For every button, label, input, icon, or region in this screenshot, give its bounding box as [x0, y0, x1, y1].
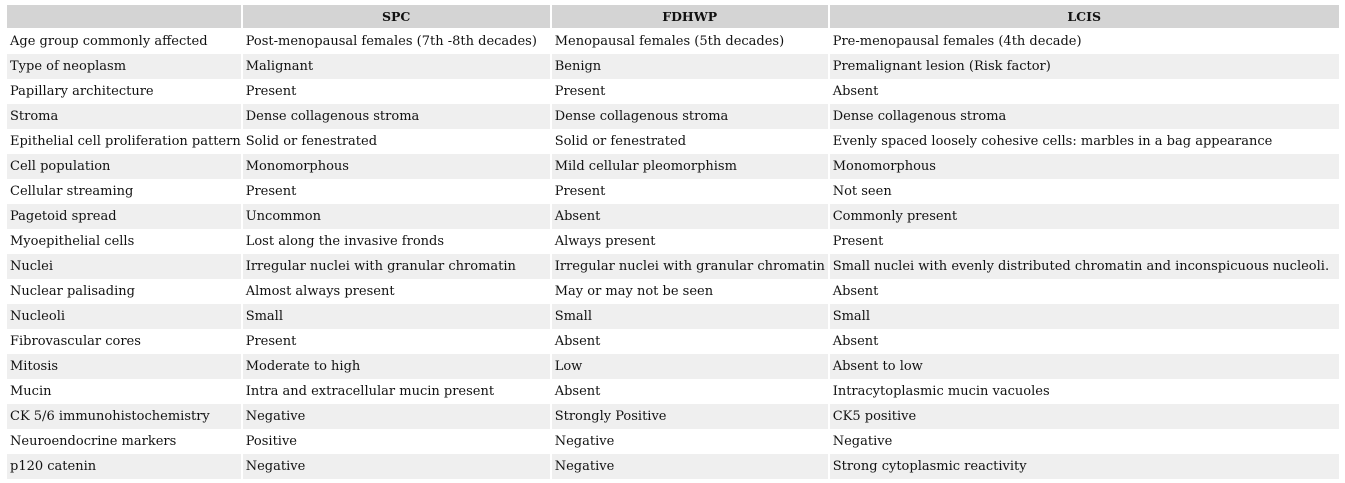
row-label: Myoepithelial cells: [7, 229, 241, 254]
spc-cell: Present: [243, 79, 550, 104]
lcis-cell: Absent: [830, 329, 1339, 354]
lcis-cell: Negative: [830, 429, 1339, 454]
table-row: [7, 179, 1339, 204]
fdhwp-cell: Low: [552, 354, 828, 379]
table-row: [7, 29, 1339, 54]
row-label: Neuroendocrine markers: [7, 429, 241, 454]
lcis-cell: Absent: [830, 279, 1339, 304]
spc-cell: Negative: [243, 454, 550, 479]
table-row: [7, 79, 1339, 104]
row-label: Fibrovascular cores: [7, 329, 241, 354]
table-row: [7, 254, 1339, 279]
row-label: Nuclei: [7, 254, 241, 279]
row-label: Cellular streaming: [7, 179, 241, 204]
table-row: [7, 154, 1339, 179]
lcis-cell: Dense collagenous stroma: [830, 104, 1339, 129]
header-row: [7, 5, 1339, 29]
lcis-cell: Evenly spaced loosely cohesive cells: marbles in a bag appearance: [830, 129, 1339, 154]
row-label: CK 5/6 immunohistochemistry: [7, 404, 241, 429]
lcis-cell: Intracytoplasmic mucin vacuoles: [830, 379, 1339, 404]
row-label: Type of neoplasm: [7, 54, 241, 79]
fdhwp-cell: Absent: [552, 379, 828, 404]
spc-cell: Negative: [243, 404, 550, 429]
lcis-cell: Small: [830, 304, 1339, 329]
row-label: Stroma: [7, 104, 241, 129]
table-row: [7, 104, 1339, 129]
fdhwp-cell: Absent: [552, 329, 828, 354]
lcis-cell: Small nuclei with evenly distributed chromatin and inconspicuous nucleoli.: [830, 254, 1339, 279]
row-label: Age group commonly affected: [7, 29, 241, 54]
fdhwp-cell: Small: [552, 304, 828, 329]
spc-cell: Moderate to high: [243, 354, 550, 379]
fdhwp-cell: Present: [552, 179, 828, 204]
spc-cell: Positive: [243, 429, 550, 454]
row-label: Mucin: [7, 379, 241, 404]
lcis-cell: CK5 positive: [830, 404, 1339, 429]
fdhwp-cell: Benign: [552, 54, 828, 79]
lcis-cell: Premalignant lesion (Risk factor): [830, 54, 1339, 79]
spc-cell: Dense collagenous stroma: [243, 104, 550, 129]
header-cell-spc: SPC: [243, 5, 550, 29]
row-label: Mitosis: [7, 354, 241, 379]
fdhwp-cell: Always present: [552, 229, 828, 254]
table-row: [7, 204, 1339, 229]
spc-cell: Almost always present: [243, 279, 550, 304]
spc-cell: Post-menopausal females (7th -8th decades): [243, 29, 550, 54]
header-cell-fdhwp: FDHWP: [552, 5, 828, 29]
row-label: Nuclear palisading: [7, 279, 241, 304]
spc-cell: Lost along the invasive fronds: [243, 229, 550, 254]
lcis-cell: Absent: [830, 79, 1339, 104]
lcis-cell: Monomorphous: [830, 154, 1339, 179]
fdhwp-cell: Strongly Positive: [552, 404, 828, 429]
table-row: [7, 454, 1339, 479]
spc-cell: Irregular nuclei with granular chromatin: [243, 254, 550, 279]
fdhwp-cell: Menopausal females (5th decades): [552, 29, 828, 54]
fdhwp-cell: May or may not be seen: [552, 279, 828, 304]
row-label: p120 catenin: [7, 454, 241, 479]
header-cell-feature: [7, 5, 241, 29]
header-cell-lcis: LCIS: [830, 5, 1339, 29]
lcis-cell: Strong cytoplasmic reactivity: [830, 454, 1339, 479]
table-row: [7, 304, 1339, 329]
spc-cell: Small: [243, 304, 550, 329]
lcis-cell: Not seen: [830, 179, 1339, 204]
table-row: [7, 279, 1339, 304]
fdhwp-cell: Present: [552, 79, 828, 104]
table-row: [7, 229, 1339, 254]
spc-cell: Uncommon: [243, 204, 550, 229]
lcis-cell: Present: [830, 229, 1339, 254]
spc-cell: Present: [243, 329, 550, 354]
table-row: [7, 54, 1339, 79]
fdhwp-cell: Mild cellular pleomorphism: [552, 154, 828, 179]
row-label: Cell population: [7, 154, 241, 179]
row-label: Epithelial cell proliferation pattern: [7, 129, 241, 154]
row-label: Nucleoli: [7, 304, 241, 329]
row-label: Papillary architecture: [7, 79, 241, 104]
table-row: [7, 429, 1339, 454]
table-body: [7, 29, 1339, 479]
table-row: [7, 379, 1339, 404]
spc-cell: Solid or fenestrated: [243, 129, 550, 154]
spc-cell: Intra and extracellular mucin present: [243, 379, 550, 404]
lcis-cell: Absent to low: [830, 354, 1339, 379]
fdhwp-cell: Dense collagenous stroma: [552, 104, 828, 129]
spc-cell: Monomorphous: [243, 154, 550, 179]
fdhwp-cell: Solid or fenestrated: [552, 129, 828, 154]
lcis-cell: Commonly present: [830, 204, 1339, 229]
comparison-table: [5, 5, 1341, 479]
fdhwp-cell: Irregular nuclei with granular chromatin: [552, 254, 828, 279]
table-row: [7, 404, 1339, 429]
spc-cell: Present: [243, 179, 550, 204]
fdhwp-cell: Negative: [552, 454, 828, 479]
fdhwp-cell: Negative: [552, 429, 828, 454]
table-row: [7, 329, 1339, 354]
row-label: Pagetoid spread: [7, 204, 241, 229]
lcis-cell: Pre-menopausal females (4th decade): [830, 29, 1339, 54]
table-row: [7, 354, 1339, 379]
fdhwp-cell: Absent: [552, 204, 828, 229]
table-row: [7, 129, 1339, 154]
spc-cell: Malignant: [243, 54, 550, 79]
